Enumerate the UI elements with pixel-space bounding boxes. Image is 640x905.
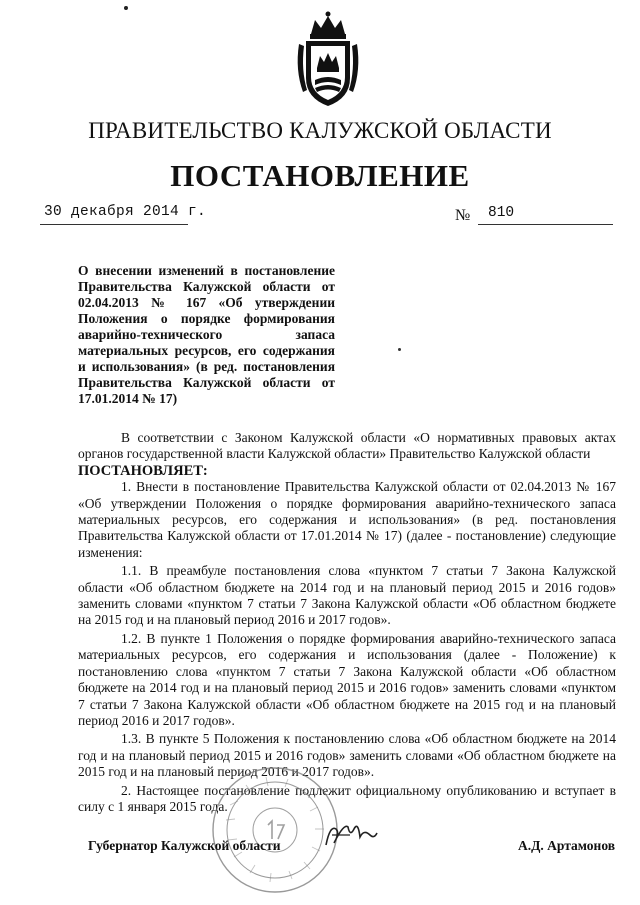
intro-paragraph: В соответствии с Законом Калужской области «О нормативных правовых актах органов государственной власти Калужской области» Правительство Калужской области — [78, 430, 616, 462]
paragraph-1-2: 1.2. В пункте 1 Положения о порядке формирования аварийно-технического запаса материальных ресурсов, его содержания и использования (далее - Положение) к постановлению слова «пунктом 7 статьи 7 Закона Калужской области «Об областном бюджете на 2014 год и на плановый период 2015 и 2016 годов» заменить словами «пунктом 7 статьи 7 Закона Калужской области «Об областном бюджете на 2015 год и на плановый период 2016 и 2017 годов». — [78, 630, 616, 728]
paragraph-1: 1. Внести в постановление Правительства Калужской области от 02.04.2013 № 167 «Об утверждении Положения о порядке формирования аварийно-технического запаса материальных ресурсов, его содержания и использования» (в ред. постановления Правительства Калужской области от 17.01.2014 № 17) (далее - постановление) следующие изменения: — [78, 479, 616, 560]
paragraph-2: 2. Настоящее постановление подлежит официальному опубликованию и вступает в силу с 1 января 2015 года. — [78, 782, 616, 814]
document-type: ПОСТАНОВЛЕНИЕ — [170, 158, 470, 193]
scan-speck — [124, 6, 128, 10]
scan-speck — [398, 348, 401, 351]
date-underline — [40, 224, 188, 225]
document-body — [78, 430, 616, 815]
handwritten-signature-icon — [320, 815, 380, 855]
number-underline — [478, 224, 613, 225]
resolves-heading: ПОСТАНОВЛЯЕТ: — [78, 462, 208, 479]
paragraph-1-3: 1.3. В пункте 5 Положения к постановлению слова «Об областном бюджете на 2014 год и на плановый период 2015 и 2016 годов» заменить словами «Об областном бюджете на 2015 год и на плановый период 2016 и 2017 годов». — [78, 731, 616, 780]
paragraph-1-1: 1.1. В преамбуле постановления слова «пунктом 7 статьи 7 Закона Калужской области «Об областном бюджете на 2014 год и на плановый период 2015 и 2016 годов» заменить словами «пунктом 7 статьи 7 Закона Калужской области «Об областном бюджете на 2015 год и на плановый период 2016 и 2017 годов». — [78, 563, 616, 628]
document-subject — [78, 263, 335, 407]
government-title: ПРАВИТЕЛЬСТВО КАЛУЖСКОЙ ОБЛАСТИ — [88, 118, 552, 143]
document-date: 30 декабря 2014 г. — [44, 204, 207, 220]
number-label: № — [455, 207, 471, 224]
subject-text: О внесении изменений в постановление Правительства Калужской области от 02.04.2013 № 167 «Об утверждении Положения о порядке формирования аварийно-технического запаса материальных ресурсов, его содержания и использования» (в ред. постановления Правительства Калужской области от 17.01.2014 № 17) — [78, 263, 335, 406]
kaluga-coat-of-arms-icon — [293, 10, 363, 110]
signatory-position: Губернатор Калужской области — [88, 838, 281, 853]
signatory-name: А.Д. Артамонов — [518, 838, 616, 853]
document-number: 810 — [488, 205, 515, 221]
